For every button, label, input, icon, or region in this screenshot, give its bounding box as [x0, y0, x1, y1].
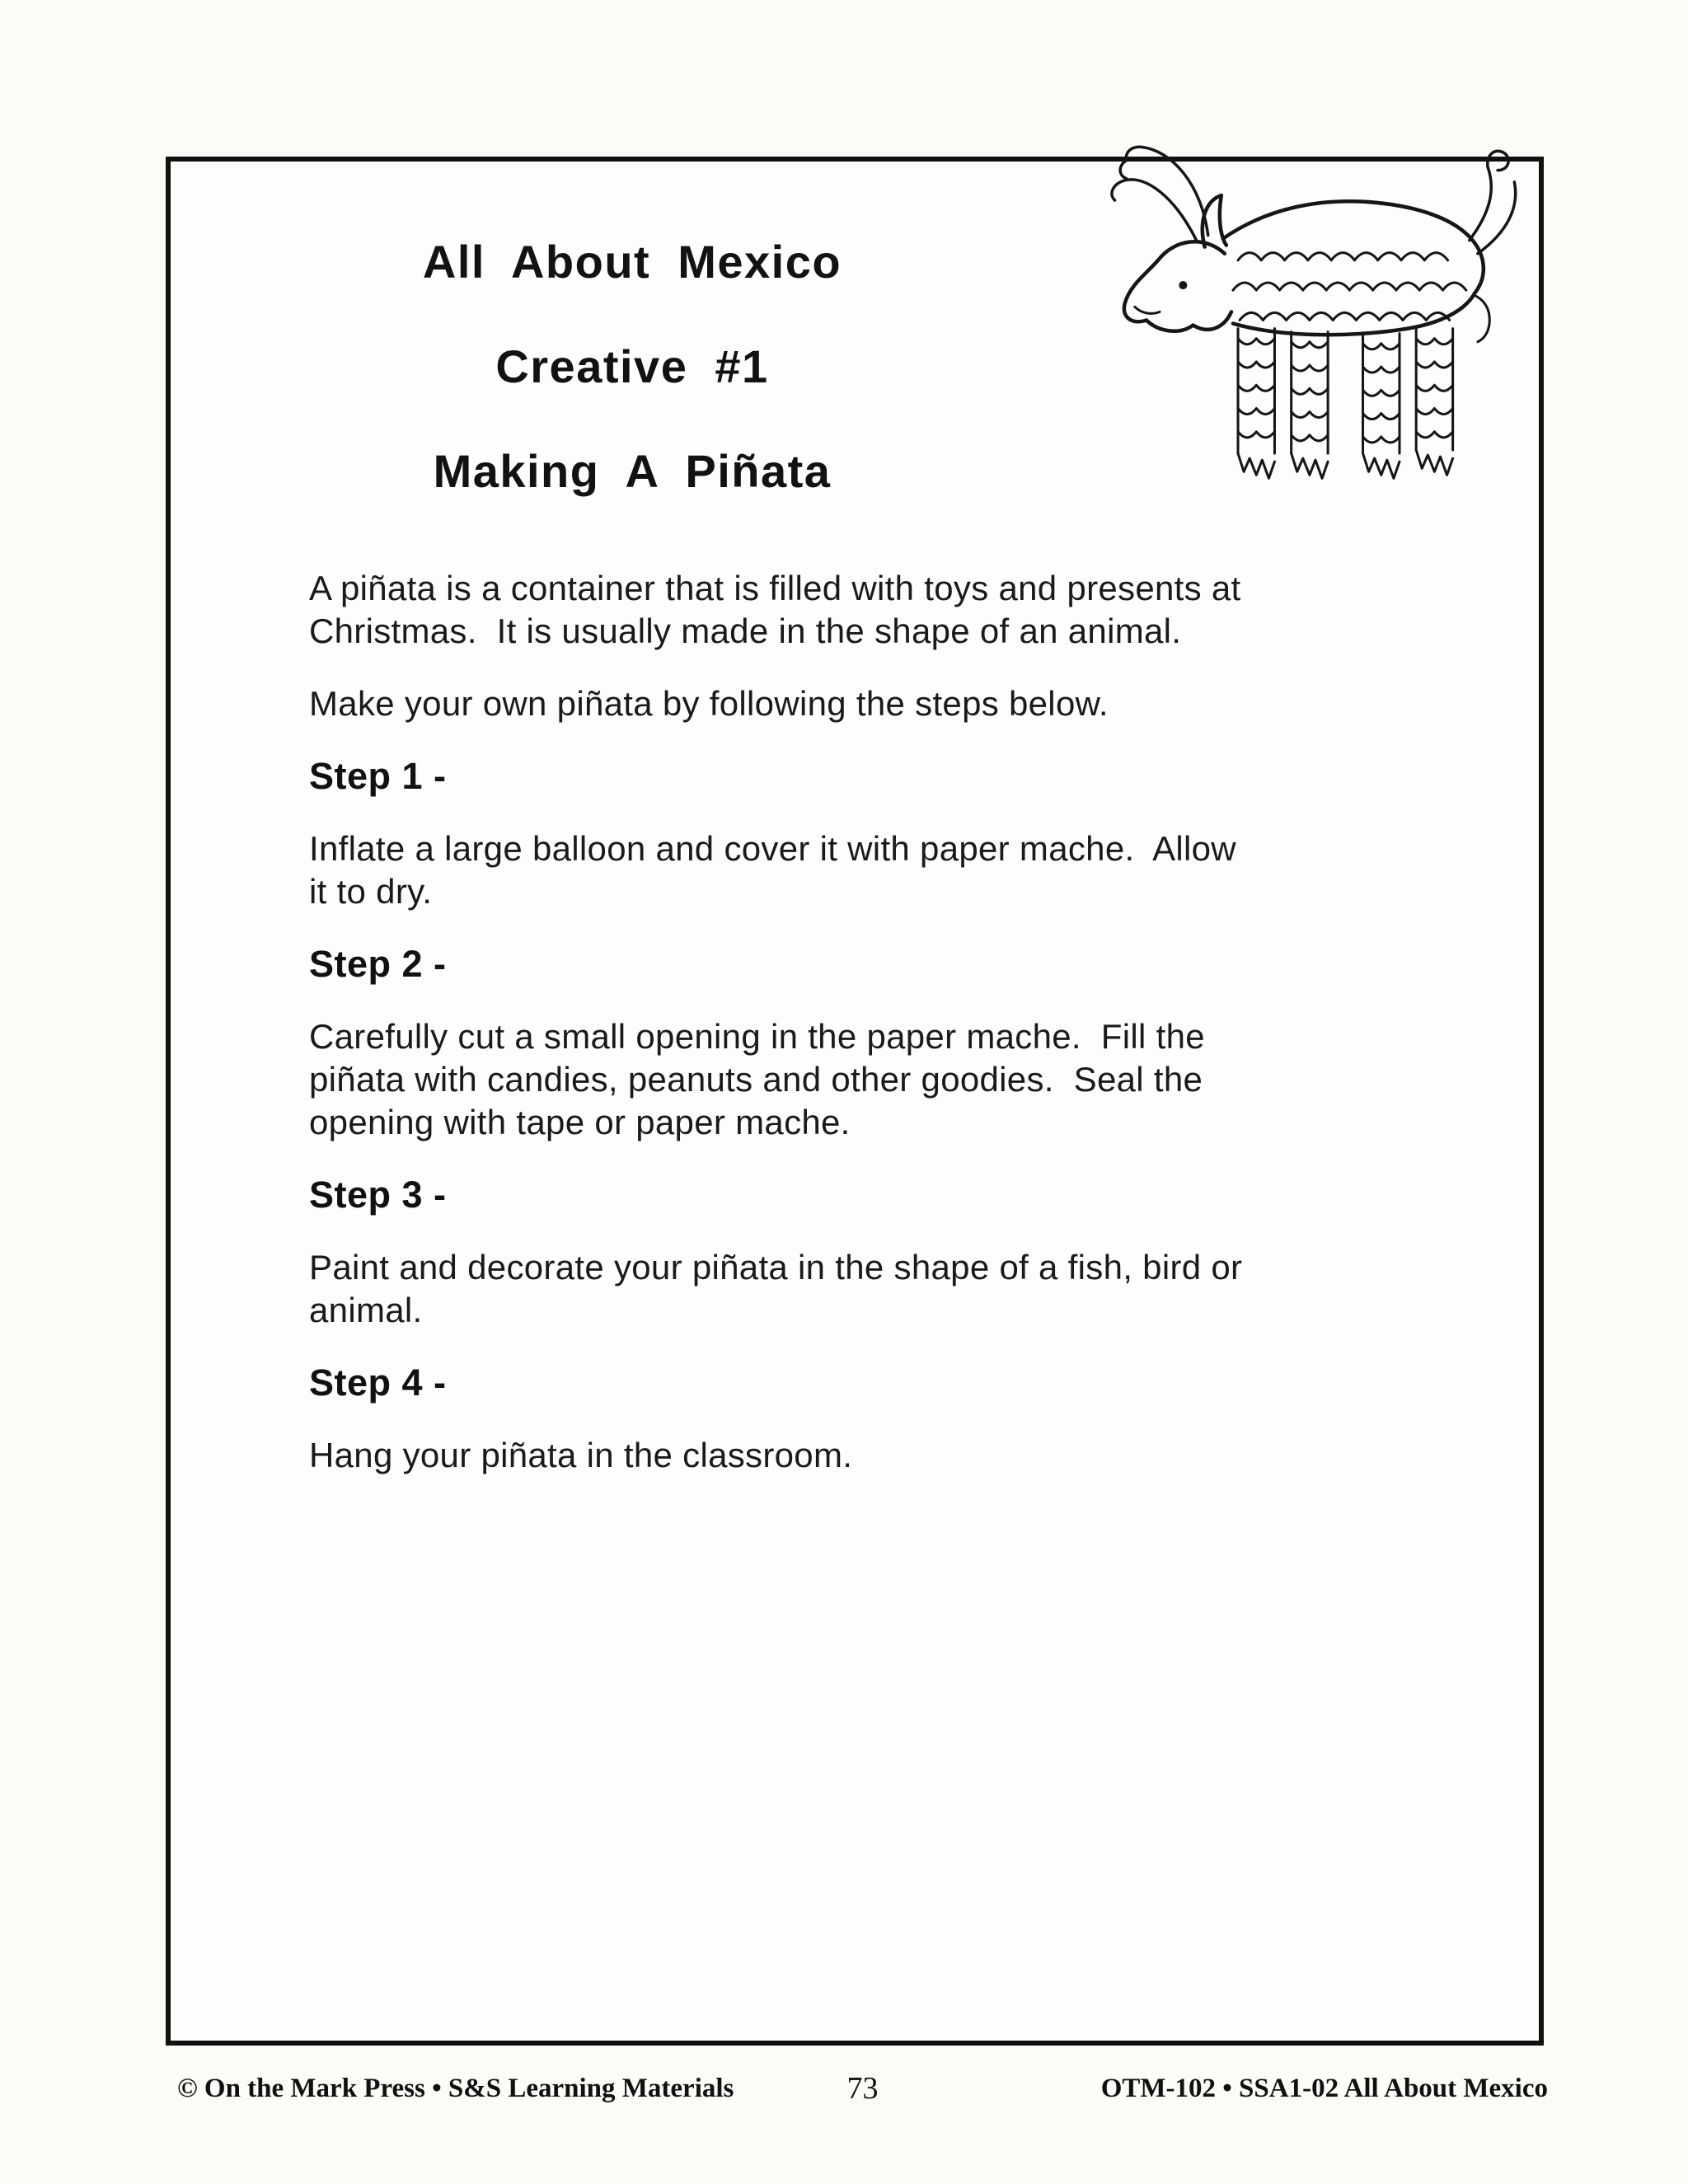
- step-1-label: Step 1 -: [309, 755, 447, 797]
- step-4-line: Hang your piñata in the classroom.: [309, 1436, 853, 1474]
- worksheet-content: [309, 567, 1430, 1507]
- step-2-line: piñata with candies, peanuts and other goodies. Seal the: [309, 1060, 1203, 1099]
- step-3-line: animal.: [309, 1291, 423, 1329]
- step-3-label: Step 3 -: [309, 1174, 447, 1216]
- page-footer: [177, 2070, 1548, 2111]
- intro-line: Christmas. It is usually made in the shape of an animal.: [309, 612, 1182, 650]
- title-block: [261, 234, 1003, 499]
- step-2-line: opening with tape or paper mache.: [309, 1103, 851, 1141]
- step-2-line: Carefully cut a small opening in the paper mache. Fill the: [309, 1017, 1205, 1056]
- step-1-line: Inflate a large balloon and cover it with paper mache. Allow: [309, 829, 1236, 868]
- pinata-donkey-illustration: [1096, 114, 1541, 530]
- page-number: 73: [846, 2071, 879, 2106]
- step-2-text: [309, 1015, 1430, 1144]
- activity-title: Making A Piñata: [433, 445, 832, 498]
- copyright-text: © On the Mark Press • S&S Learning Materials: [177, 2074, 734, 2103]
- intro-line: A piñata is a container that is filled with toys and presents at: [309, 569, 1241, 607]
- step-1-text: [309, 827, 1430, 913]
- step-1-line: it to dry.: [309, 872, 433, 911]
- instruction-paragraph: [309, 682, 1430, 725]
- intro-paragraph: [309, 567, 1430, 653]
- step-3-line: Paint and decorate your piñata in the shape of a fish, bird or: [309, 1248, 1243, 1286]
- step-4-label: Step 4 -: [309, 1361, 447, 1404]
- activity-number: Creative #1: [495, 340, 769, 393]
- step-3-text: [309, 1246, 1430, 1332]
- step-2-label: Step 2 -: [309, 943, 447, 985]
- document-code: OTM-102 • SSA1-02 All About Mexico: [1100, 2074, 1548, 2103]
- step-4-text: [309, 1434, 1430, 1477]
- page-title: All About Mexico: [422, 236, 842, 288]
- instruction-line: Make your own piñata by following the steps below.: [309, 684, 1109, 723]
